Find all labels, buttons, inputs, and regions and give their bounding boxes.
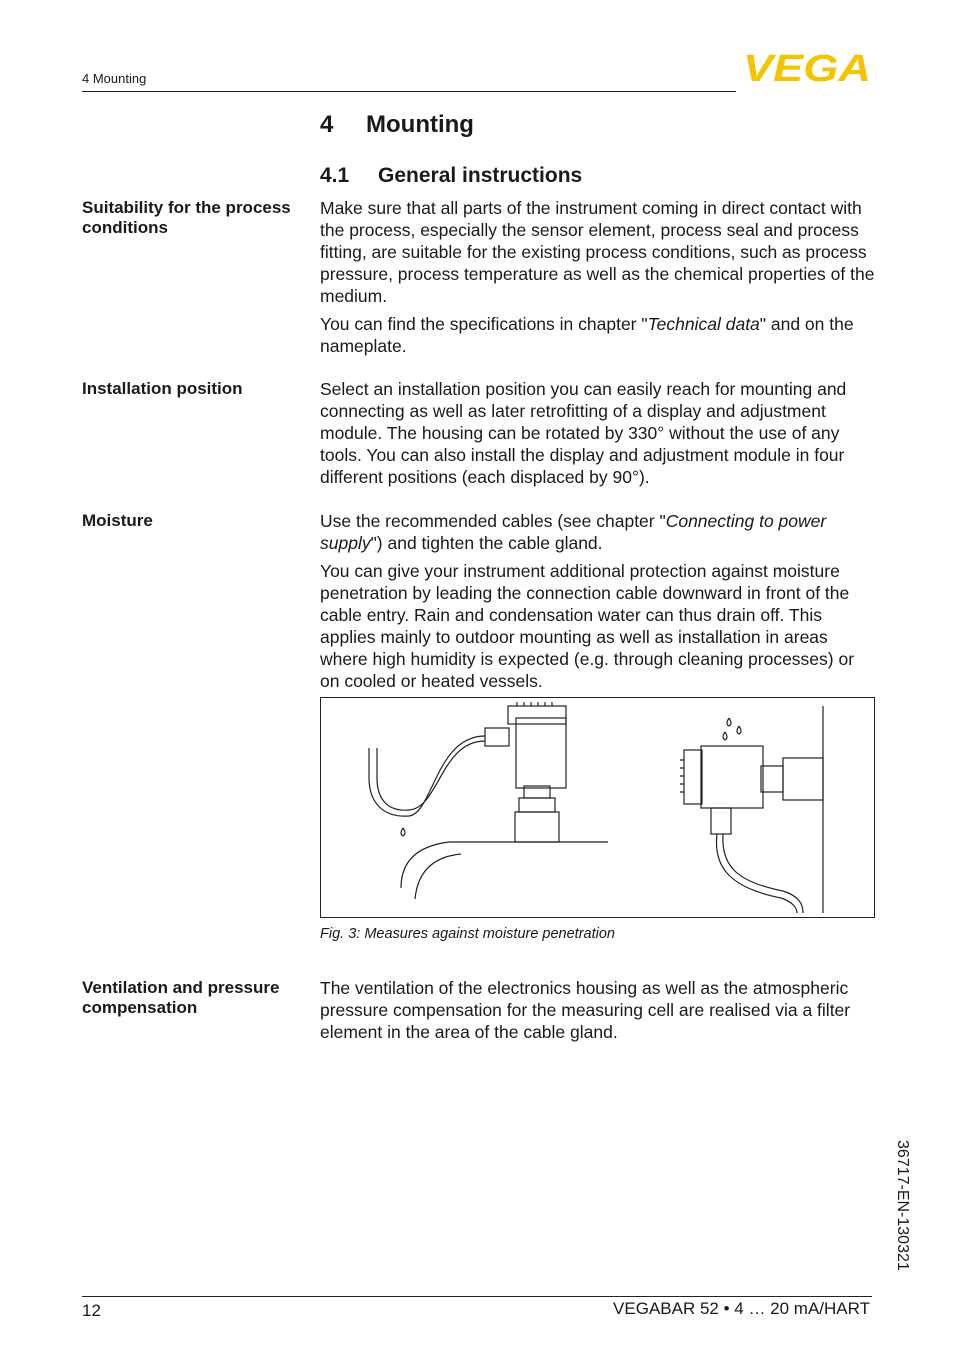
heading-1 bbox=[320, 111, 474, 139]
vessel-mounted-sensor bbox=[369, 702, 608, 899]
svg-text:VEGA: VEGA bbox=[743, 52, 871, 84]
section-installation bbox=[320, 378, 876, 488]
suitability-paragraph: Make sure that all parts of the instrument coming in direct contact with the process, especially the sensor element, process seal and process fitting, are suitable for the existing process conditions, such as process pressure, process temperature as well as the chemical properties of the medium. bbox=[320, 198, 875, 306]
heading-1-number: 4 bbox=[320, 111, 334, 138]
section-ventilation bbox=[320, 977, 876, 1043]
footer-rule bbox=[82, 1296, 872, 1297]
heading-2-title: General instructions bbox=[378, 164, 583, 187]
side-label-installation: Installation position bbox=[82, 379, 243, 398]
rain-drop-icon bbox=[727, 718, 731, 726]
technical-data-link: Technical data bbox=[647, 314, 760, 334]
section-moisture bbox=[320, 510, 876, 692]
wall-mounted-sensor bbox=[680, 706, 823, 913]
heading-2 bbox=[320, 164, 582, 188]
side-label-moisture: Moisture bbox=[82, 511, 153, 530]
connecting-power-link: Connecting to power supply bbox=[320, 511, 827, 553]
section-suitability bbox=[320, 197, 876, 357]
drip-drop-icon bbox=[401, 828, 405, 836]
heading-2-number: 4.1 bbox=[320, 164, 350, 187]
installation-paragraph: Select an installation position you can easily reach for mounting and connecting as well as later retrofitting of a display and adjustment module. The housing can be rotated by 330° without the use of any tools. You can also install the display and adjustment module in four different positions (each displaced by 90°). bbox=[320, 379, 847, 487]
figure-caption: Fig. 3: Measures against moisture penetration bbox=[320, 926, 615, 942]
specifications-paragraph: You can find the specifications in chapter "Technical data" and on the nameplate. bbox=[320, 314, 854, 356]
heading-1-title: Mounting bbox=[366, 111, 474, 138]
header-rule bbox=[82, 91, 736, 92]
ventilation-paragraph: The ventilation of the electronics housing as well as the atmospheric pressure compensation for the measuring cell are realised via a filter element in the area of the cable gland. bbox=[320, 978, 851, 1042]
page-number: 12 bbox=[82, 1301, 101, 1320]
rain-drop-icon bbox=[737, 726, 741, 734]
side-label-ventilation: Ventilation and pressure compensation bbox=[82, 978, 280, 1017]
vega-logo bbox=[742, 52, 872, 84]
side-label-suitability: Suitability for the process conditions bbox=[82, 198, 291, 237]
cables-paragraph: Use the recommended cables (see chapter "Connecting to power supply") and tighten the cable gland. bbox=[320, 511, 827, 553]
moisture-figure bbox=[320, 697, 875, 918]
rain-drop-icon bbox=[723, 732, 727, 740]
protection-paragraph: You can give your instrument additional protection against moisture penetration by leading the connection cable downward in front of the cable entry. Rain and condensation water can thus drain off. This applies mainly to outdoor mounting as well as installation in areas where high humidity is expected (e.g. through cleaning processes) or on cooled or heated vessels. bbox=[320, 561, 855, 691]
chapter-label: 4 Mounting bbox=[82, 71, 147, 86]
footer-title: VEGABAR 52 • 4 … 20 mA/HART bbox=[613, 1299, 870, 1318]
document-id: 36717-EN-130321 bbox=[894, 1140, 911, 1271]
